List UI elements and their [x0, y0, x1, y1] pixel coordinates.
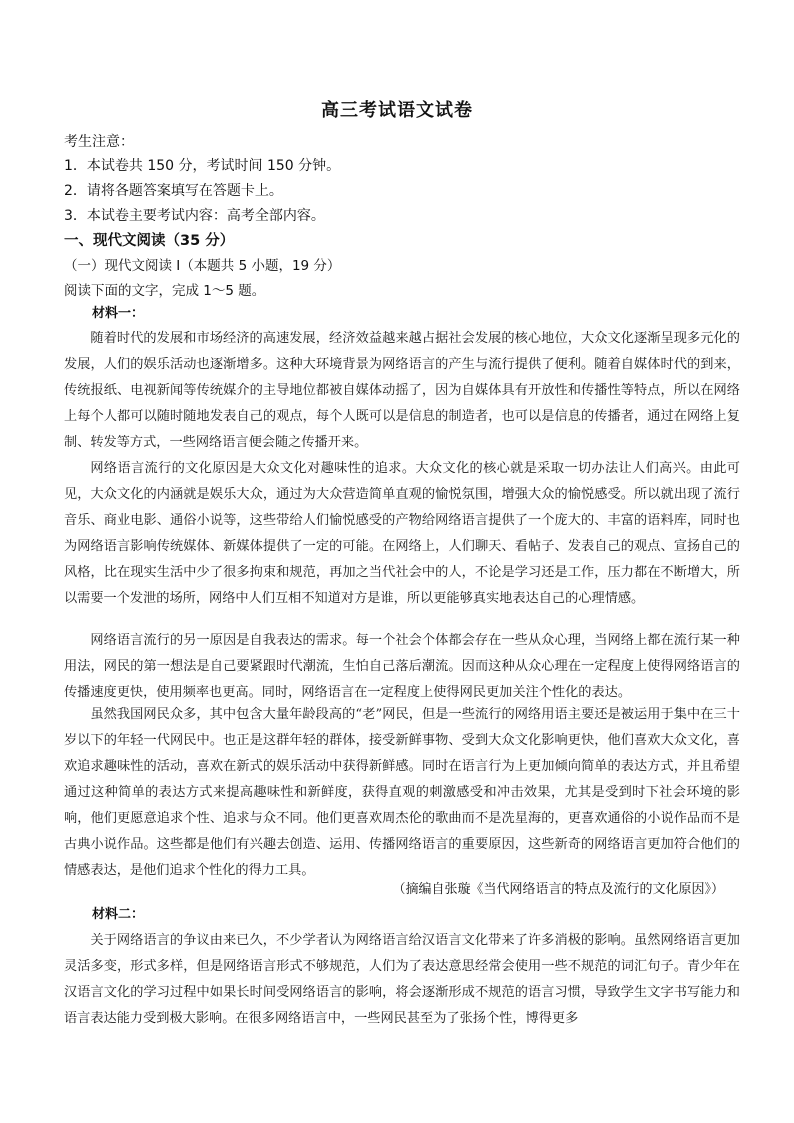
notice-heading: 考生注意：	[64, 134, 134, 150]
notice-item-2: 2．请将各题答案填写在答题卡上。	[64, 183, 283, 199]
notice-item-1: 1．本试卷共 150 分，考试时间 150 分钟。	[64, 158, 341, 174]
exam-title: 高三考试语文试卷	[321, 100, 473, 121]
material1-paragraph-2: 网络语言流行的文化原因是大众文化对趣味性的追求。大众文化的核心就是采取一切办法让人们高兴。由此可见，大众文化的内涵就是娱乐大众，通过为大众营造简单直观的愉悦氛围，增强大众的愉悦感受。所以就出现了流行音乐、商业电影、通俗小说等，这些带给人们愉悦感受的产物给网络语言提供了一个庞大的、丰富的语料库，同时也为网络语言影响传统媒体、新媒体提供了一定的可能。在网络上，人们聊天、看帖子、发表自己的观点、宣扬自己的风格，比在现实生活中少了很多拘束和规范，再加之当代社会中的人，不论是学习还是工作，压力都在不断增大，所以需要一个发泄的场所，网络中人们互相不知道对方是谁，所以更能够真实地表达自己的心理情感。	[64, 461, 740, 606]
material1-source: （摘编自张璇《当代网络语言的特点及流行的文化原因》）	[392, 882, 724, 897]
material1-label: 材料一：	[92, 306, 145, 321]
material1-paragraph-4: 虽然我国网民众多，其中包含大量年龄段高的“老”网民，但是一些流行的网络用语主要还是被运用于集中在三十岁以下的年轻一代网民中。也正是这群年轻的群体，接受新鲜事物、受到大众文化影响更快，他们喜欢大众文化，喜欢追求趣味性的活动，喜欢在新式的娱乐活动中获得新鲜感。同时在语言行为上更加倾向简单的表达方式，并且希望通过这种简单的表达方式来提高趣味性和新鲜度，获得直观的刺激感受和冲击效果，尤其是受到时下社会环境的影响，他们更愿意追求个性、追求与众不同。他们更喜欢周杰伦的歌曲而不是冼星海的，更喜欢通俗的小说作品而不是古典小说作品。这些都是他们有兴趣去创造、运用、传播网络语言的重要原因，这些新奇的网络语言更加符合他们的情感表达，是他们追求个性化的得力工具。	[64, 707, 740, 878]
part-title: （一）现代文阅读 I（本题共 5 小题，19 分）	[64, 258, 341, 274]
instruction-text: 阅读下面的文字，完成 1～5 题。	[64, 283, 266, 299]
notice-item-3: 3．本试卷主要考试内容：高考全部内容。	[64, 208, 325, 224]
section-title: 一、现代文阅读（35 分）	[64, 233, 235, 249]
material2-label: 材料二：	[92, 907, 145, 922]
material2-paragraph-1: 关于网络语言的争议由来已久，不少学者认为网络语言给汉语言文化带来了许多消极的影响。虽然网络语言更加灵活多变，形式多样，但是网络语言形式不够规范，人们为了表达意思经常会使用一些不规范的词汇句子。青少年在汉语言文化的学习过程中如果长时间受网络语言的影响，将会逐渐形成不规范的语言习惯，导致学生文字书写能力和语言表达能力受到极大影响。在很多网络语言中，一些网民甚至为了张扬个性，博得更多	[64, 933, 740, 1026]
material1-paragraph-3: 网络语言流行的另一原因是自我表达的需求。每一个社会个体都会存在一些从众心理，当网络上都在流行某一种用法，网民的第一想法是自己要紧跟时代潮流，生怕自己落后潮流。因而这种从众心理在一定程度上使得网络语言的传播速度更快，使用频率也更高。同时，网络语言在一定程度上使得网民更加关注个性化的表达。	[64, 633, 740, 700]
material1-paragraph-1: 随着时代的发展和市场经济的高速发展，经济效益越来越占据社会发展的核心地位，大众文化逐渐呈现多元化的发展，人们的娱乐活动也逐渐增多。这种大环境背景为网络语言的产生与流行提供了便利。随着自媒体时代的到来，传统报纸、电视新闻等传统媒介的主导地位都被自媒体动摇了，因为自媒体具有开放性和传播性等特点，所以在网络上每个人都可以随时随地发表自己的观点，每个人既可以是信息的制造者，也可以是信息的传播者，通过在网络上复制、转发等方式，一些网络语言便会随之传播开来。	[64, 331, 740, 450]
